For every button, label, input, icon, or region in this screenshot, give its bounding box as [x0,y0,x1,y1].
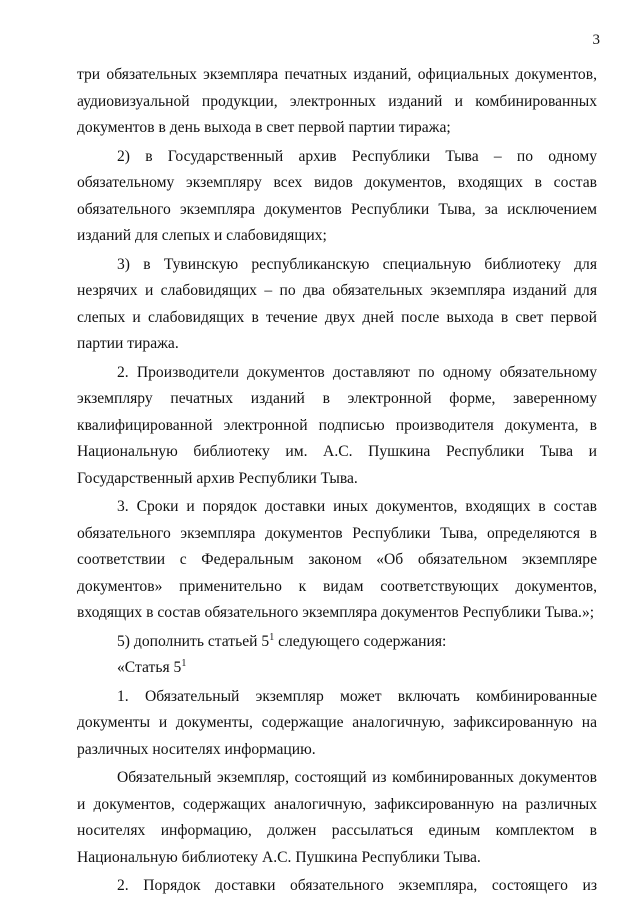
document-body [77,62,597,900]
amendment-superscript: 1 [269,631,275,643]
paragraph-combined-docs: 1. Обязательный экземпляр может включать комбинированные документы и документы, содержащие аналогичную, зафиксированную на различных носителях информацию. [77,687,597,758]
page-number: 3 [592,32,600,48]
amendment-text-end: следующего содержания: [274,632,447,650]
paragraph-special-library: 3) в Тувинскую республиканскую специальную библиотеку для незрячих и слабовидящих – по два обязательных экземпляра изданий для слепых и слабовидящих в течение двух дней после выхода в свет первой партии тиража. [77,255,597,352]
paragraph-continuation: три обязательных экземпляра печатных изданий, официальных документов, аудиовизуальной продукции, электронных изданий и комбинированных документов в день выхода в свет первой партии тиража; [77,66,597,136]
amendment-text-start: 5) дополнить статьей 5 [117,632,270,650]
article-heading-superscript: 1 [181,658,187,669]
paragraph-delivery-order: 2. Порядок доставки обязательного экземпляра, состоящего из [117,877,597,894]
article-heading [117,655,597,682]
paragraph-electronic-copy: 2. Производители документов доставляют по одному обязательному экземпляру печатных изданий в электронной форме, заверенному квалифицированной электронной подписью производителя документа, в Национальную библиотеку им. А.С. Пушкина Республики Тыва и Государственный архив Республики Тыва. [77,363,597,487]
paragraph-single-set: Обязательный экземпляр, состоящий из комбинированных документов и документов, содержащих аналогичную, зафиксированную на различных носителях информацию, должен рассылаться единым комплектом в Национальную библиотеку А.С. Пушкина Республики Тыва. [77,769,597,866]
paragraph-state-archive: 2) в Государственный архив Республики Тыва – по одному обязательному экземпляру всех видов документов, входящих в состав обязательного экземпляра документов Республики Тыва, за исключением изданий для слепых и слабовидящих; [77,147,597,244]
paragraph-amendment [77,629,597,656]
article-heading-text: «Статья 5 [117,659,182,676]
paragraph-delivery-terms: 3. Сроки и порядок доставки иных документов, входящих в состав обязательного экземпляра документов Республики Тыва, определяются в соответствии с Федеральным законом «Об обязательном экземпляре документов» применительно к видам соответствующих документов, входящих в состав обязательного экземпляра документов Республики Тыва.»; [77,498,597,621]
